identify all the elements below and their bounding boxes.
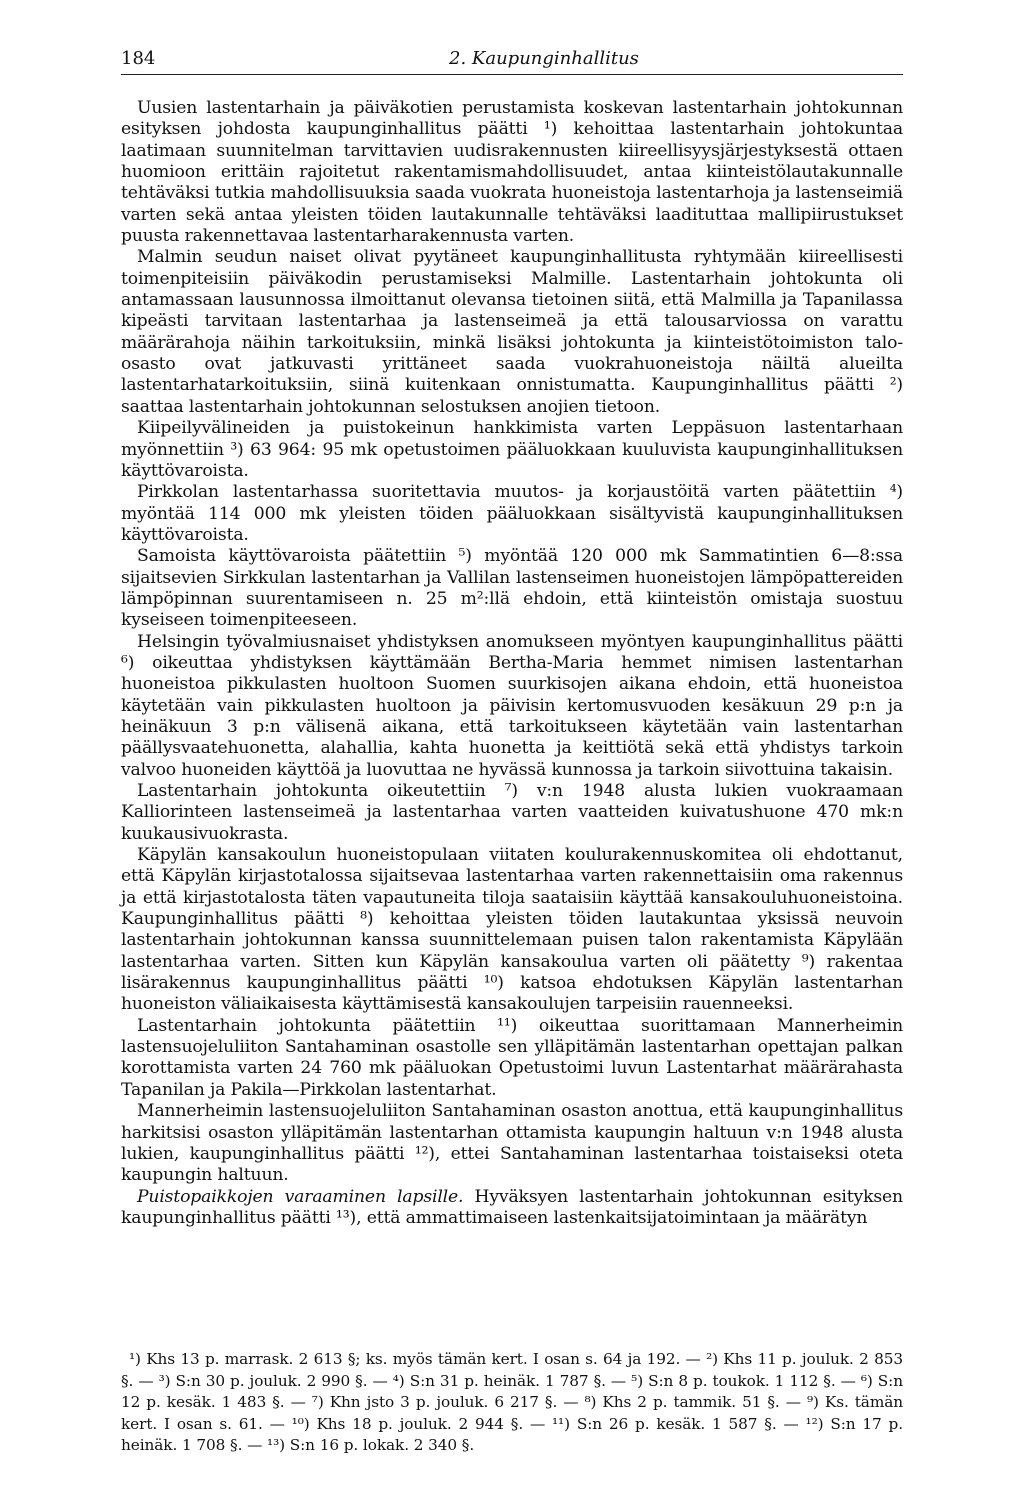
paragraph: Lastentarhain johtokunta oikeutettiin ⁷) v:n 1948 alusta lukien vuokraamaan Kalliorinteen lastenseimeä ja lastentarhaa varten vaatteiden kuivatushuone 470 mk:n kuukausivuokrasta. — [121, 781, 903, 844]
paragraph: Lastentarhain johtokunta päätettiin ¹¹) oikeuttaa suorittamaan Mannerheimin lastensuojeluliiton Santahaminan osastolle sen ylläpitämän lastentarhan opettajan palkan korottamista varten 24 760 mk pääluokan Opetustoimi luvun Lastentarhat määrärahasta Tapanilan ja Pakila—Pirkkolan lastentarhat. — [121, 1015, 903, 1100]
section-lead: Puistopaikkojen varaaminen lapsille. — [137, 1186, 464, 1207]
paragraph: Malmin seudun naiset olivat pyytäneet kaupunginhallitusta ryhtymään kiireellisesti toimenpiteisiin päiväkodin perustamiseksi Malmille. Lastentarhain johtokunta oli antamassaan lausunnossa ilmoittanut olevansa tietoinen siitä, että Malmilla ja Tapanilassa kipeästi tarvitaan lastentarhaa ja lastenseimeä ja että talousarviossa on varattu määrärahoja näihin tarkoituksiin, minkä lisäksi johtokunta ja kiinteistötoimiston talo-osasto ovat jatkuvasti yrittäneet saada vuokrahuoneistoja näiltä alueilta lastentarhatarkoituksiin, siinä kuitenkaan onnistumatta. Kaupunginhallitus päätti ²) saattaa lastentarhain johtokunnan selostuksen anojien tietoon. — [121, 247, 903, 417]
page-header — [121, 44, 903, 75]
paragraph: Mannerheimin lastensuojeluliiton Santahaminan osaston anottua, että kaupunginhallitus harkitsisi osaston ylläpitämän lastentarhan ottamista kaupungin haltuun v:n 1948 alusta lukien, kaupunginhallitus päätti ¹²), ettei Santahaminan lastentarhaa toistaiseksi oteta kaupungin haltuun. — [121, 1101, 903, 1186]
page-number: 184 — [121, 48, 156, 69]
paragraph: Pirkkolan lastentarhassa suoritettavia muutos- ja korjaustöitä varten päätettiin ⁴) myöntää 114 000 mk yleisten töiden pääluokkaan sisältyvistä kaupunginhallituksen käyttövaroista. — [121, 482, 903, 545]
running-head: 2. Kaupunginhallitus — [449, 48, 639, 69]
footnotes — [121, 1349, 903, 1457]
paragraph: Samoista käyttövaroista päätettiin ⁵) myöntää 120 000 mk Sammatintien 6—8:ssa sijaitsevien Sirkkulan lastentarhan ja Vallilan lastenseimen huoneistojen lämpöpattereiden lämpöpinnan suurentamiseen n. 25 m²:llä ehdoin, että kiinteistön omistaja suostuu kyseiseen toimenpiteeseen. — [121, 546, 903, 631]
paragraph: Helsingin työvalmiusnaiset yhdistyksen anomukseen myöntyen kaupunginhallitus päätti ⁶) oikeuttaa yhdistyksen käyttämään Bertha-Maria hemmet nimisen lastentarhan huoneistoa pikkulasten huoltoon Suomen suurkisojen aikana ehdoin, että huoneistoa käytetään vain pikkulasten huoltoon ja päivisin kertomusvuoden kesäkuun 29 p:n ja heinäkuun 3 p:n välisenä aikana, että tarkoitukseen käytetään vain lastentarhan päällysvaatehuonetta, alahallia, kahta huonetta ja keittiötä sekä että yhdistys tarkoin valvoo huoneiden käyttöä ja luovuttaa ne hyvässä kunnossa ja tarkoin siivottuina takaisin. — [121, 631, 903, 780]
paragraph: Uusien lastentarhain ja päiväkotien perustamista koskevan lastentarhain johtokunnan esityksen johdosta kaupunginhallitus päätti ¹) kehoittaa lastentarhain johtokuntaa laatimaan suunnitelman tarvittavien uudisrakennusten kiireellisyysjärjestyksestä ottaen huomioon erittäin rajoitetut rakentamismahdollisuudet, antaa kiinteistölautakunnalle tehtäväksi tutkia mahdollisuuksia saada vuokrata huoneistoja lastentarhoja ja lastenseimiä varten sekä antaa yleisten töiden lautakunnalle tehtäväksi laadituttaa mallipiirustukset puusta rakennettavaa lastentarharakennusta varten. — [121, 98, 903, 247]
paragraph — [121, 1187, 903, 1230]
footnote-text: ¹) Khs 13 p. marrask. 2 613 §; ks. myös tämän kert. I osan s. 64 ja 192. — ²) Khs 11 p. jouluk. 2 853 §. — ³) S:n 30 p. jouluk. 2 990 §. — ⁴) S:n 31 p. heinäk. 1 787 §. — ⁵) S:n 8 p. toukok. 1 112 §. — ⁶) S:n 12 p. kesäk. 1 483 §. — ⁷) Khn jsto 3 p. jouluk. 6 217 §. — ⁸) Khs 2 p. tammik. 51 §. — ⁹) Ks. tämän kert. I osan s. 61. — ¹⁰) Khs 18 p. jouluk. 2 944 §. — ¹¹) S:n 26 p. kesäk. 1 587 §. — ¹²) S:n 17 p. heinäk. 1 708 §. — ¹³) S:n 16 p. lokak. 2 340 §. — [121, 1350, 903, 1454]
body-text — [121, 98, 903, 1229]
paragraph-text: Hyväksyen lastentarhain johtokunnan esityksen kaupunginhallitus päätti ¹³), että ammattimaiseen lastenkaitsijatoimintaan ja määrätyn — [121, 1186, 903, 1228]
paragraph: Kiipeilyvälineiden ja puistokeinun hankkimista varten Leppäsuon lastentarhaan myönnettiin ³) 63 964: 95 mk opetustoimen pääluokkaan kuuluvista kaupunginhallituksen käyttövaroista. — [121, 418, 903, 481]
paragraph: Käpylän kansakoulun huoneistopulaan viitaten koulurakennuskomitea oli ehdottanut, että Käpylän kirjastotalossa sijaitsevaa lastentarhaa varten rakennettaisiin oma rakennus ja että kirjastotalosta täten vapautuneita tiloja saataisiin käyttää kansakouluhuoneistoina. Kaupunginhallitus päätti ⁸) kehoittaa yleisten töiden lautakuntaa yksissä neuvoin lastentarhain johtokunnan kanssa suunnittelemaan puisen talon rakentamista Käpylään lastentarhaa varten. Sitten kun Käpylän kansakoulua varten oli päätetty ⁹) rakentaa lisärakennus kaupunginhallitus päätti ¹⁰) katsoa ehdotuksen Käpylän lastentarhan huoneiston väliaikaisesta käyttämisestä kansakoulujen tarpeisiin rauenneeksi. — [121, 845, 903, 1015]
